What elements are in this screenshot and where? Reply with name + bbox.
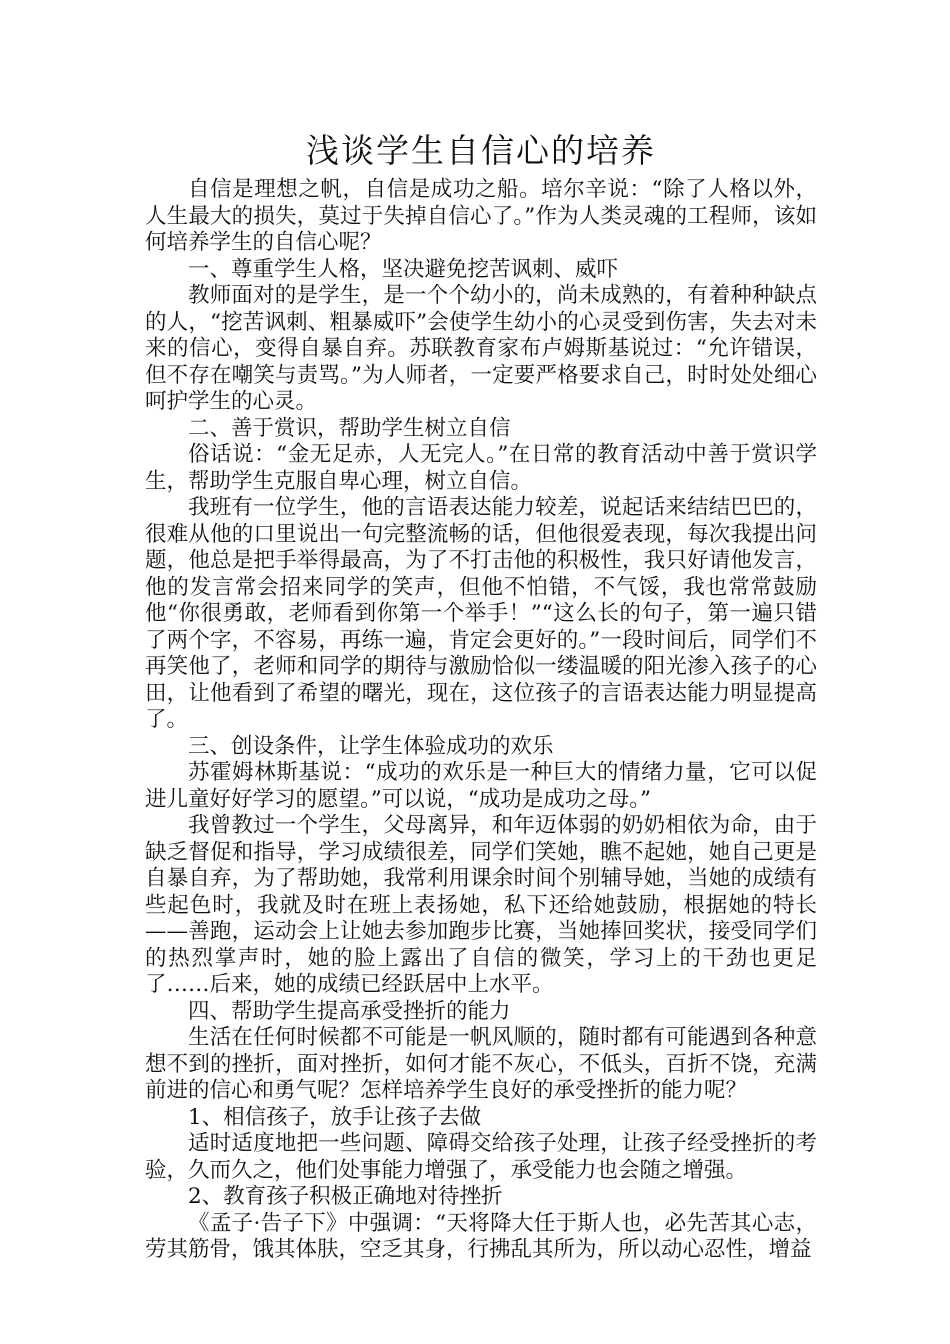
document-page (145, 128, 817, 1264)
body-paragraph: 俗话说：“金无足赤，人无完人。”在日常的教育活动中善于赏识学生，帮助学生克服自卑心理，树立自信。 (145, 442, 817, 494)
subsection-heading-1: 1、相信孩子，放手让孩子去做 (188, 1104, 482, 1130)
body-paragraph: 教师面对的是学生，是一个个幼小的，尚未成熟的，有着种种缺点的人，“挖苦讽刺、粗暴威吓”会使学生幼小的心灵受到伤害，失去对未来的信心，变得自暴自弃。苏联教育家布卢姆斯基说过：“允许错误，但不存在嘲笑与责骂。”为人师者，一定要严格要求自己，时时处处细心呵护学生的心灵。 (145, 283, 817, 414)
section-heading-2: 二、善于赏识，帮助学生树立自信 (188, 415, 511, 441)
body-paragraph: 我班有一位学生，他的言语表达能力较差，说起话来结结巴巴的，很难从他的口里说出一句完整流畅的话，但他很爱表现，每次我提出问题，他总是把手举得最高，为了不打击他的积极性，我只好请他发言，他的发言常会招来同学的笑声，但他不怕错，不气馁，我也常常鼓励他“你很勇敢，老师看到你第一个举手！”“这么长的句子，第一遍只错了两个字，不容易，再练一遍，肯定会更好的。”一段时间后，同学们不再笑他了，老师和同学的期待与激励恰似一缕温暖的阳光渗入孩子的心田，让他看到了希望的曙光，现在，这位孩子的言语表达能力明显提高了。 (145, 495, 817, 732)
body-paragraph: 我曾教过一个学生，父母离异，和年迈体弱的奶奶相依为命，由于缺乏督促和指导，学习成绩很差，同学们笑她，瞧不起她，她自己更是自暴自弃，为了帮助她，我常利用课余时间个别辅导她，当她的成绩有些起色时，我就及时在班上表扬她，私下还给她鼓励，根据她的特长——善跑，运动会上让她去参加跑步比赛，当她捧回奖状，接受同学们的热烈掌声时，她的脸上露出了自信的微笑，学习上的干劲也更足了……后来，她的成绩已经跃居中上水平。 (145, 813, 817, 997)
body-paragraph: 苏霍姆林斯基说：“成功的欢乐是一种巨大的情绪力量，它可以促进儿童好好学习的愿望。”可以说，“成功是成功之母。” (145, 760, 817, 812)
section-heading-4: 四、帮助学生提高承受挫折的能力 (188, 998, 511, 1024)
intro-paragraph: 自信是理想之帆，自信是成功之船。培尔辛说：“除了人格以外，人生最大的损失，莫过于失掉自信心了。”作为人类灵魂的工程师，该如何培养学生的自信心呢？ (145, 177, 817, 255)
body-paragraph: 《孟子·告子下》中强调：“天将降大任于斯人也，必先苦其心志，劳其筋骨，饿其体肤，空乏其身，行拂乱其所为，所以动心忍性，增益 (145, 1210, 817, 1262)
body-paragraph: 适时适度地把一些问题、障碍交给孩子处理，让孩子经受挫折的考验，久而久之，他们处事能力增强了，承受能力也会随之增强。 (145, 1131, 817, 1183)
body-paragraph: 生活在任何时候都不可能是一帆风顺的，随时都有可能遇到各种意想不到的挫折，面对挫折，如何才能不灰心，不低头，百折不饶，充满前进的信心和勇气呢？怎样培养学生良好的承受挫折的能力呢？ (145, 1025, 817, 1103)
section-heading-3: 三、创设条件，让学生体验成功的欢乐 (188, 733, 554, 759)
document-title: 浅谈学生自信心的培养 (306, 131, 656, 170)
section-heading-1: 一、尊重学生人格，坚决避免挖苦讽刺、威吓 (188, 256, 619, 282)
subsection-heading-2: 2、教育孩子积极正确地对待挫折 (188, 1184, 503, 1209)
